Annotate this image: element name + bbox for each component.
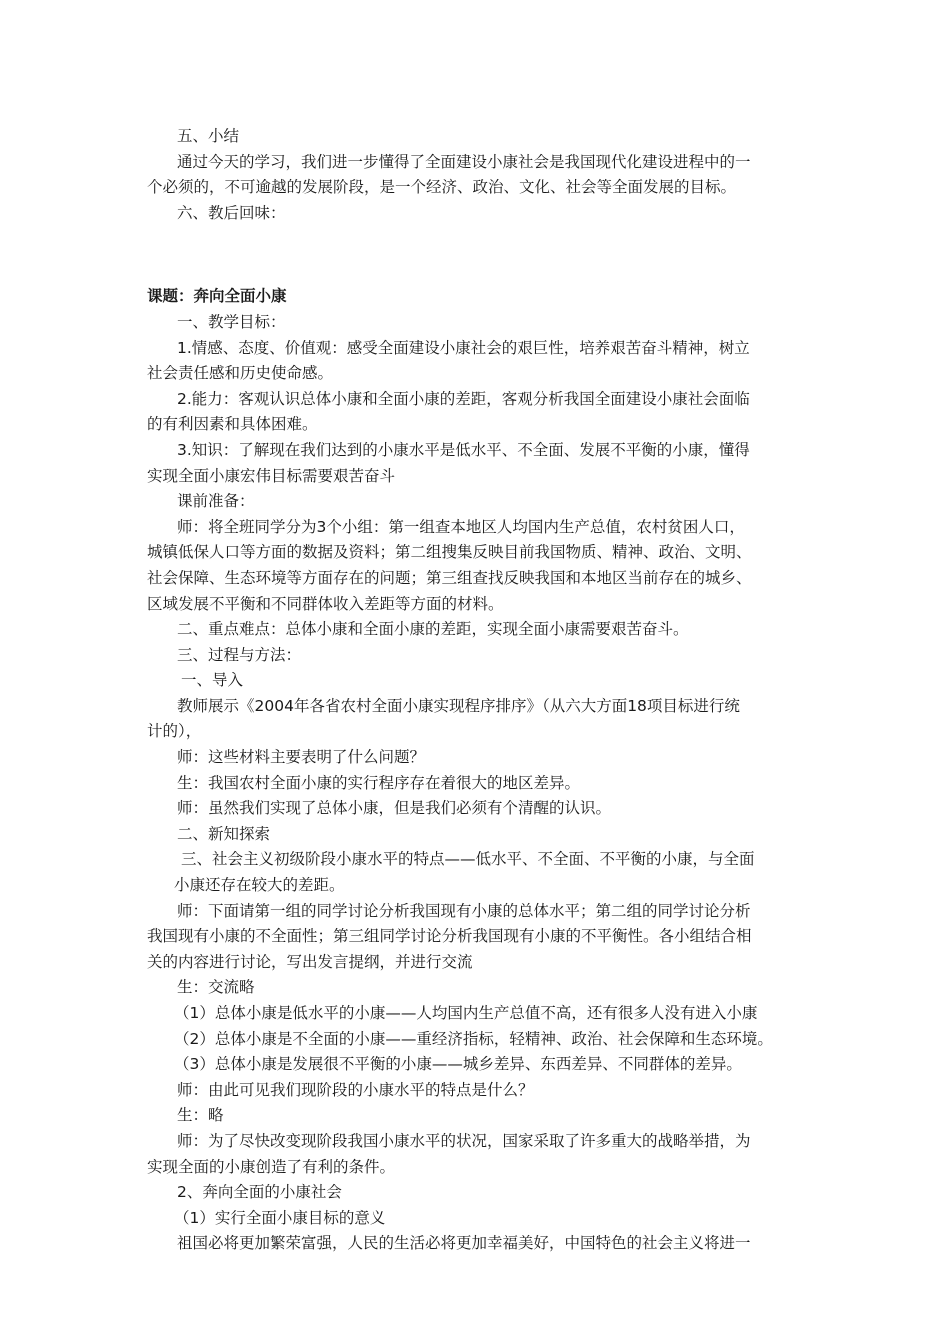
spacer bbox=[147, 226, 807, 284]
section-heading-well-off-society: 2、奔向全面的小康社会 bbox=[177, 1183, 342, 1202]
paragraph-line: 3.知识：了解现在我们达到的小康水平是低水平、不全面、发展不平衡的小康，懂得 bbox=[177, 440, 750, 459]
dialogue-line: 生：略 bbox=[177, 1106, 224, 1125]
list-item: （3）总体小康是发展很不平衡的小康——城乡差异、东西差异、不同群体的差异。 bbox=[174, 1055, 742, 1074]
dialogue-line: 师：下面请第一组的同学讨论分析我国现有小康的总体水平；第二组的同学讨论分析 bbox=[177, 901, 751, 920]
paragraph-line: 区域发展不平衡和不同群体收入差距等方面的材料。 bbox=[147, 594, 504, 613]
dialogue-line: 师：由此可见我们现阶段的小康水平的特点是什么？ bbox=[177, 1080, 534, 1099]
dialogue-line: 师：虽然我们实现了总体小康，但是我们必须有个清醒的认识。 bbox=[177, 799, 612, 818]
list-item: （2）总体小康是不全面的小康——重经济指标，轻精神、政治、社会保障和生态环境。 bbox=[174, 1029, 773, 1048]
section-heading-exploration: 二、新知探索 bbox=[177, 824, 271, 843]
paragraph-line: 祖国必将更加繁荣富强，人民的生活必将更加幸福美好，中国特色的社会主义将进一 bbox=[177, 1234, 751, 1253]
section-heading-goals: 一、教学目标： bbox=[177, 312, 286, 331]
dialogue-line: 师：这些材料主要表明了什么问题？ bbox=[177, 748, 426, 767]
section-heading-intro: 一、导入 bbox=[181, 671, 244, 690]
list-item: （1）实行全面小康目标的意义 bbox=[174, 1208, 386, 1227]
paragraph-line: 社会保障、生态环境等方面存在的问题；第三组查找反映我国和本地区当前存在的城乡、 bbox=[147, 568, 752, 587]
paragraph-line: 我国现有小康的不全面性；第三组同学讨论分析我国现有小康的不平衡性。各小组结合相 bbox=[147, 927, 752, 946]
paragraph-line: 实现全面小康宏伟目标需要艰苦奋斗 bbox=[147, 466, 396, 485]
dialogue-line: 师：为了尽快改变现阶段我国小康水平的状况，国家采取了许多重大的战略举措，为 bbox=[177, 1131, 751, 1150]
paragraph-line: 社会责任感和历史使命感。 bbox=[147, 364, 334, 383]
list-item: （1）总体小康是低水平的小康——人均国内生产总值不高，还有很多人没有进入小康 bbox=[174, 1004, 758, 1022]
paragraph-line: 计的）， bbox=[147, 722, 202, 741]
document-body bbox=[147, 124, 807, 1257]
paragraph-line: 城镇低保人口等方面的数据及资料；第二组搜集反映目前我国物质、精神、政治、文明、 bbox=[147, 543, 752, 562]
paragraph-line: 三、社会主义初级阶段小康水平的特点——低水平、不全面、不平衡的小康，与全面 bbox=[181, 850, 755, 869]
paragraph-line: 小康还存在较大的差距。 bbox=[174, 876, 345, 895]
section-heading-summary: 五、小结 bbox=[177, 127, 240, 145]
paragraph-line: 实现全面的小康创造了有利的条件。 bbox=[147, 1157, 396, 1176]
paragraph-line: 2.能力：客观认识总体小康和全面小康的差距，客观分析我国全面建设小康社会面临 bbox=[177, 389, 750, 408]
paragraph-line: 教师展示《2004年各省农村全面小康实现程序排序》（从六大方面18项目标进行统 bbox=[177, 696, 740, 715]
lesson-title: 课题：奔向全面小康 bbox=[147, 287, 287, 306]
section-heading-preparation: 课前准备： bbox=[177, 492, 255, 511]
paragraph-line: 通过今天的学习，我们进一步懂得了全面建设小康社会是我国现代化建设进程中的一 bbox=[177, 152, 751, 171]
section-heading-key-points: 二、重点难点：总体小康和全面小康的差距，实现全面小康需要艰苦奋斗。 bbox=[177, 620, 689, 639]
dialogue-line: 生：交流略 bbox=[177, 978, 255, 997]
section-heading-reflection: 六、教后回味： bbox=[177, 203, 286, 222]
paragraph-line: 1.情感、态度、价值观：感受全面建设小康社会的艰巨性，培养艰苦奋斗精神，树立 bbox=[177, 338, 750, 357]
section-heading-process: 三、过程与方法： bbox=[177, 645, 302, 664]
paragraph-line: 的有利因素和具体困难。 bbox=[147, 415, 318, 434]
paragraph-line: 师：将全班同学分为3个小组：第一组查本地区人均国内生产总值，农村贫困人口， bbox=[177, 517, 745, 536]
dialogue-line: 生：我国农村全面小康的实行程序存在着很大的地区差异。 bbox=[177, 773, 581, 792]
paragraph-line: 关的内容进行讨论，写出发言提纲，并进行交流 bbox=[147, 952, 473, 971]
paragraph-line: 个必须的，不可逾越的发展阶段，是一个经济、政治、文化、社会等全面发展的目标。 bbox=[147, 178, 737, 197]
